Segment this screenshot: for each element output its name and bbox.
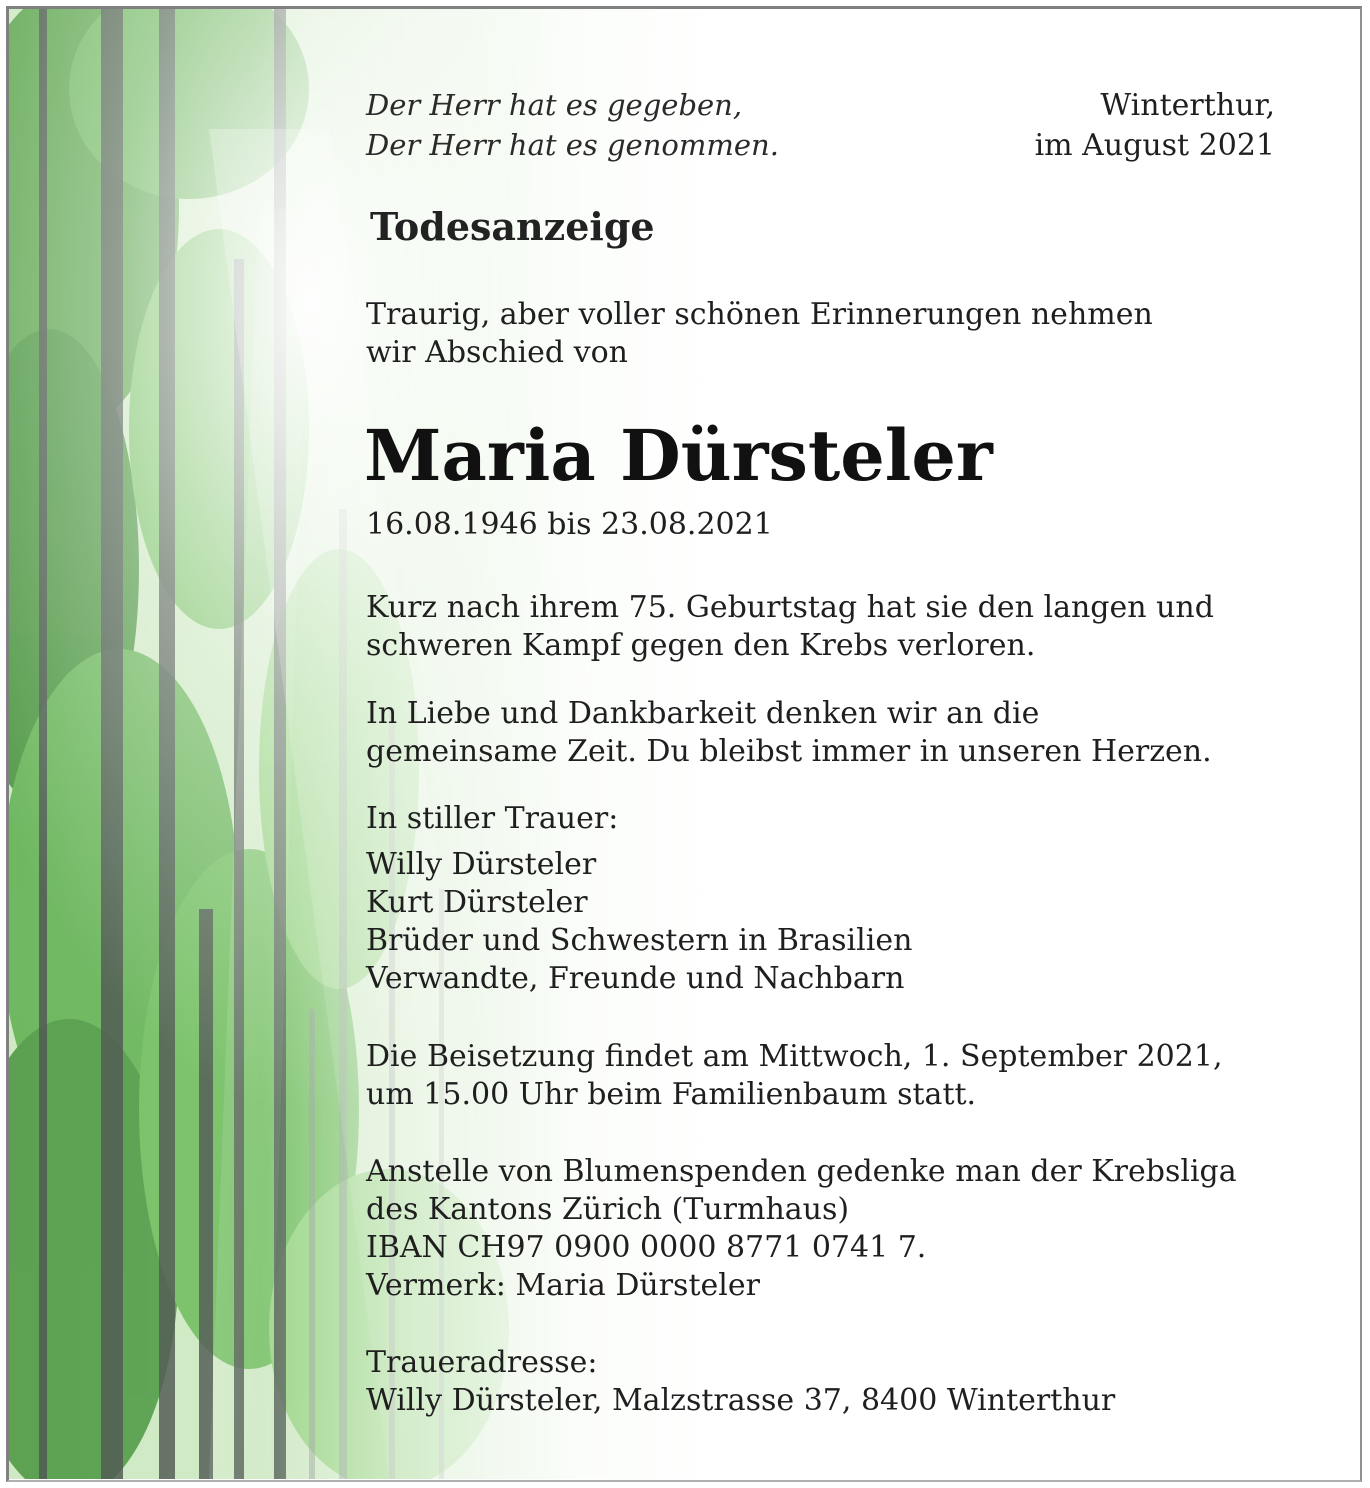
paragraph-2-line-1: In Liebe und Dankbarkeit denken wir an die bbox=[366, 696, 1040, 731]
intro-line-2: wir Abschied von bbox=[366, 335, 628, 370]
paragraph-1-line-2: schweren Kampf gegen den Krebs verloren. bbox=[366, 628, 1036, 663]
mourner-item: Willy Dürsteler bbox=[366, 847, 597, 882]
notice-heading: Todesanzeige bbox=[370, 204, 655, 249]
date-line: im August 2021 bbox=[1034, 128, 1275, 163]
place-line: Winterthur, bbox=[1100, 88, 1275, 123]
verse-line-2: Der Herr hat es genommen. bbox=[366, 128, 779, 162]
burial-line-2: um 15.00 Uhr beim Familienbaum statt. bbox=[366, 1077, 977, 1112]
burial-line-1: Die Beisetzung findet am Mittwoch, 1. September 2021, bbox=[366, 1039, 1223, 1074]
mourning-address: Willy Dürsteler, Malzstrasse 37, 8400 Winterthur bbox=[366, 1383, 1116, 1418]
mourners-label: In stiller Trauer: bbox=[366, 801, 619, 836]
verse-line-1: Der Herr hat es gegeben, bbox=[366, 88, 743, 122]
paragraph-1-line-1: Kurz nach ihrem 75. Geburtstag hat sie den langen und bbox=[366, 590, 1214, 625]
intro-line-1: Traurig, aber voller schönen Erinnerungen nehmen bbox=[366, 297, 1153, 332]
life-dates: 16.08.1946 bis 23.08.2021 bbox=[366, 507, 773, 542]
address-label: Traueradresse: bbox=[366, 1345, 598, 1380]
donation-iban: IBAN CH97 0900 0000 8771 0741 7. bbox=[366, 1230, 927, 1265]
mourner-item: Brüder und Schwestern in Brasilien bbox=[366, 923, 913, 958]
deceased-name: Maria Dürsteler bbox=[364, 414, 993, 497]
donation-reference: Vermerk: Maria Dürsteler bbox=[366, 1268, 760, 1303]
mourner-item: Kurt Dürsteler bbox=[366, 885, 588, 920]
paragraph-2-line-2: gemeinsame Zeit. Du bleibst immer in unseren Herzen. bbox=[366, 734, 1212, 769]
donation-line-2: des Kantons Zürich (Turmhaus) bbox=[366, 1192, 850, 1227]
donation-line-1: Anstelle von Blumenspenden gedenke man der Krebsliga bbox=[366, 1154, 1237, 1189]
mourner-item: Verwandte, Freunde und Nachbarn bbox=[366, 961, 905, 996]
